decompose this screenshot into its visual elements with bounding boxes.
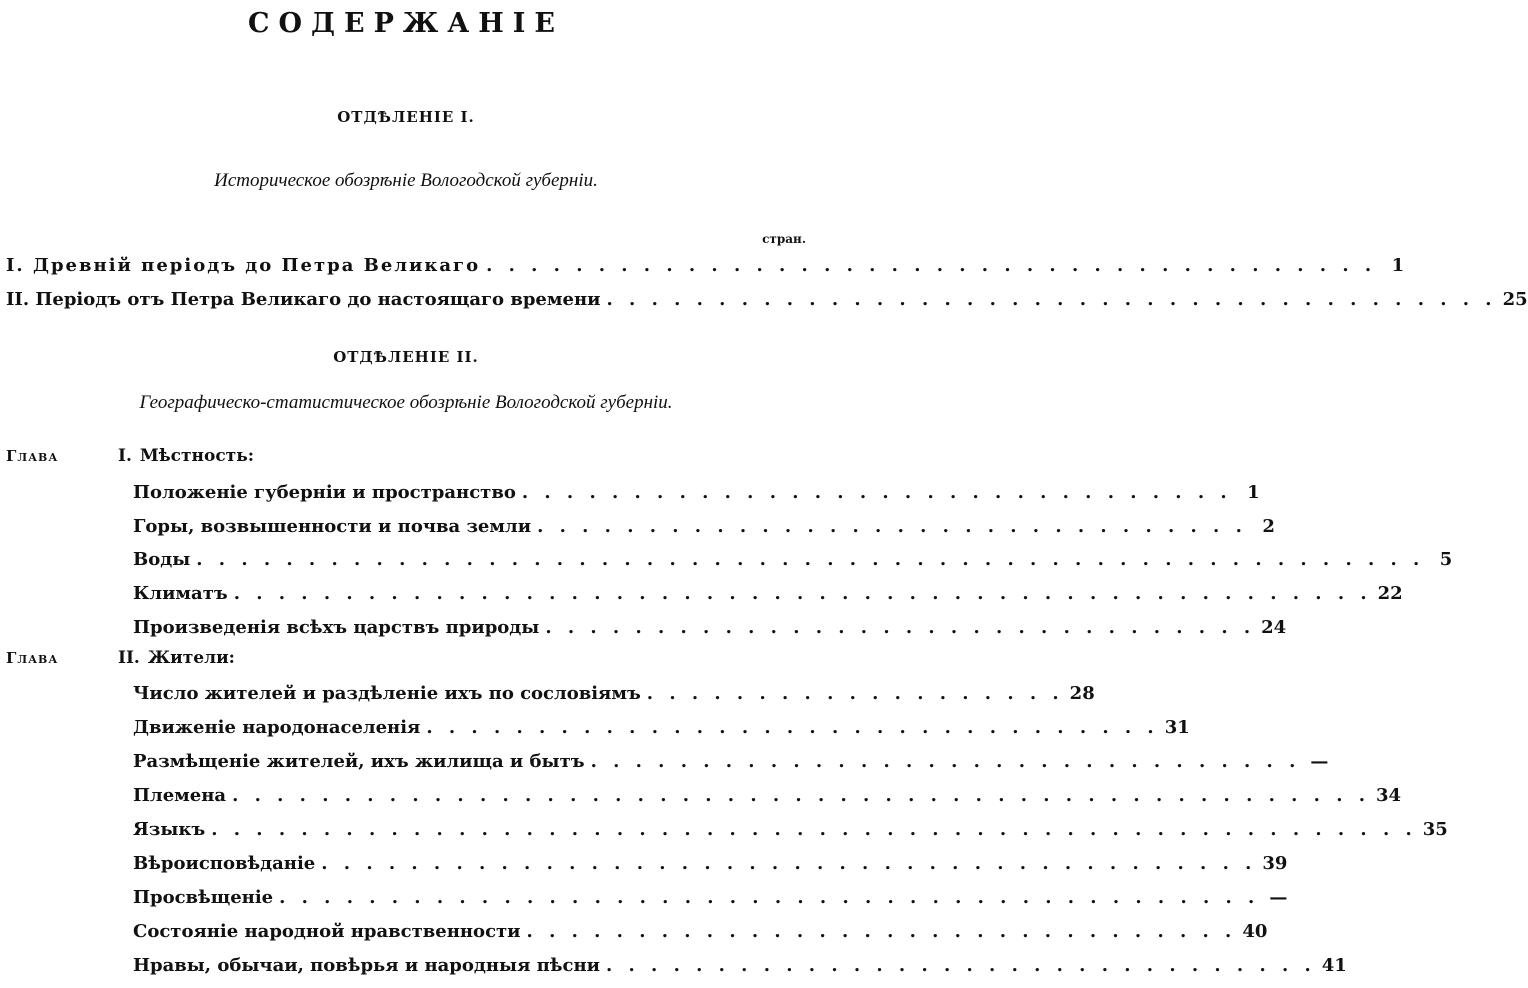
leader-dots: . . . . . . . . . . . . . . . . . . . . . . . . . . . . . . . .: [590, 751, 1301, 772]
page-number: 22: [1377, 583, 1403, 604]
page-number: —: [1310, 751, 1329, 772]
toc-entry[interactable]: [133, 613, 1287, 643]
chapter-title: Жители:: [147, 648, 235, 668]
toc-entry[interactable]: [133, 478, 1260, 508]
toc-entry[interactable]: [133, 815, 1448, 845]
leader-dots: . . . . . . . . . . . . . . . . . . . . . . . . . . . . . . . . . . . . . . . . . . . . . . . . . . .: [232, 785, 1371, 806]
entry-text: Число жителей и раздѣленiе ихъ по сословiямъ: [133, 683, 641, 704]
page-title: СОДЕРЖАНIЕ: [247, 8, 565, 39]
chapter-number: I.: [118, 446, 132, 466]
page-number: —: [1269, 887, 1288, 908]
leader-dots: . . . . . . . . . . . . . . . . . . . . . . . . . . . . . . . .: [526, 921, 1237, 942]
leader-dots: . . . . . . . . . . . . . . . . . . . . . . . . . . . . . . . . . . . . . . . . . .: [321, 853, 1257, 874]
leader-dots: . . . . . . . . . . . . . . . . . . . . . . . . . . . . . . . .: [537, 516, 1247, 537]
toc-entry[interactable]: [133, 951, 1347, 981]
toc-entry[interactable]: [133, 747, 1329, 777]
page-number: 1: [1391, 255, 1405, 276]
toc-entry[interactable]: [133, 512, 1275, 542]
chapter-word: Глава: [6, 649, 59, 667]
section-heading-1: ОТДѢЛЕНIЕ I.: [337, 108, 475, 126]
leader-dots: . . . . . . . . . . . . . . . . . . . . . . . . . . . . . . . . . . . . . . . .: [606, 289, 1497, 310]
page-number: 1: [1247, 482, 1260, 503]
toc-entry[interactable]: [133, 883, 1288, 913]
leader-dots: . . . . . . . . . . . . . . . . . . . . . . . . . . . . . . . . . . . . . . . . . . . .: [279, 887, 1260, 908]
entry-text: Нравы, обычаи, повѣрья и народныя пѣсни: [133, 955, 600, 976]
page-number: 24: [1261, 617, 1287, 638]
section-subtitle-1: Историческое обозрѣнiе Вологодской губернiи.: [214, 170, 598, 191]
chapter-heading: [6, 442, 254, 470]
chapter-title: Мѣстность:: [139, 446, 255, 466]
entry-text: Племена: [133, 785, 227, 806]
entry-text: Движенiе народонаселенiя: [133, 717, 421, 738]
page-number: 39: [1262, 853, 1288, 874]
page-number: 34: [1376, 785, 1402, 806]
page-number: 5: [1439, 549, 1453, 570]
toc-entry[interactable]: [133, 545, 1453, 575]
entry-text: Произведенiя всѣхъ царствъ природы: [133, 617, 540, 638]
leader-dots: . . . . . . . . . . . . . . . . . . . . . . . . . . . . . . . . . . . . . . . . . . . . . . . . . . . . . . .: [196, 549, 1425, 570]
entry-text: Воды: [133, 549, 191, 570]
toc-entry[interactable]: [133, 917, 1268, 947]
toc-entry[interactable]: [6, 285, 1528, 315]
leader-dots: . . . . . . . . . . . . . . . . . . . . . . . . . . . . . . . . .: [426, 717, 1159, 738]
toc-entry[interactable]: [133, 679, 1095, 709]
toc-entry[interactable]: [133, 781, 1402, 811]
toc-entry[interactable]: [133, 713, 1190, 743]
entry-text: Перiодъ отъ Петра Великаго до настоящаго времени: [35, 289, 601, 310]
leader-dots: . . . . . . . . . . . . . . . . . . .: [646, 683, 1064, 704]
page-number: 31: [1164, 717, 1190, 738]
chapter-number: II.: [118, 648, 140, 668]
page-number: 35: [1422, 819, 1448, 840]
section-subtitle-2: Географическо-статистическое обозрѣнiе Вологодской губернiи.: [139, 392, 673, 413]
page-number: 41: [1321, 955, 1347, 976]
entry-number: I.: [6, 255, 25, 276]
entry-text: Просвѣщенiе: [133, 887, 274, 908]
chapter-heading: [6, 644, 235, 672]
toc-entry[interactable]: [6, 251, 1405, 281]
page-number: 2: [1262, 516, 1275, 537]
entry-text: Состоянiе народной нравственности: [133, 921, 521, 942]
toc-entry[interactable]: [133, 849, 1288, 879]
entry-text: Древнiй перiодъ до Петра Великаго: [32, 255, 481, 276]
page-column-label: стран.: [762, 232, 806, 246]
entry-text: Климатъ: [133, 583, 228, 604]
entry-text: Языкъ: [133, 819, 206, 840]
section-heading-2: ОТДѢЛЕНIЕ II.: [333, 348, 479, 366]
entry-text: Вѣроисповѣданiе: [133, 853, 316, 874]
leader-dots: . . . . . . . . . . . . . . . . . . . . . . . . . . . . . . . . . . . . . . . .: [486, 255, 1377, 276]
page-number: 28: [1069, 683, 1095, 704]
leader-dots: . . . . . . . . . . . . . . . . . . . . . . . . . . . . . . . .: [545, 617, 1256, 638]
page-number: 40: [1242, 921, 1268, 942]
entry-text: Положенiе губернiи и пространство: [133, 482, 516, 503]
leader-dots: . . . . . . . . . . . . . . . . . . . . . . . . . . . . . . . .: [521, 482, 1232, 503]
entry-text: Размѣщенiе жителей, ихъ жилища и бытъ: [133, 751, 585, 772]
entry-text: Горы, возвышенности и почва земли: [133, 516, 532, 537]
leader-dots: . . . . . . . . . . . . . . . . . . . . . . . . . . . . . . . . . . . . . . . . . . . . . . . . . . .: [233, 583, 1372, 604]
page-number: 25: [1502, 289, 1528, 310]
entry-number: II.: [6, 289, 30, 310]
chapter-word: Глава: [6, 447, 59, 465]
leader-dots: . . . . . . . . . . . . . . . . . . . . . . . . . . . . . . . .: [605, 955, 1316, 976]
toc-entry[interactable]: [133, 579, 1403, 609]
leader-dots: . . . . . . . . . . . . . . . . . . . . . . . . . . . . . . . . . . . . . . . . . . . . . . . . . . . . . .: [211, 819, 1417, 840]
